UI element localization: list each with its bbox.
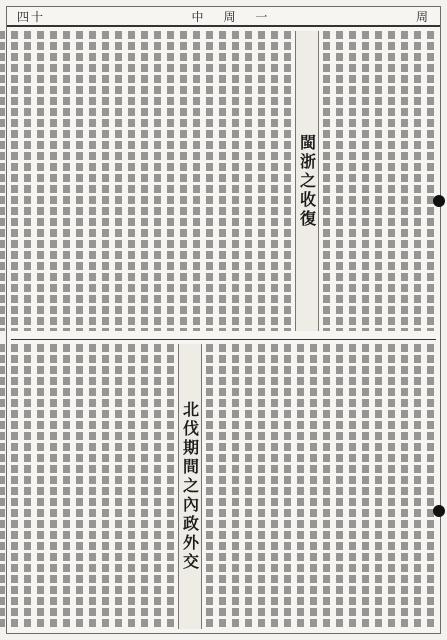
text-column (74, 344, 85, 629)
text-column (425, 344, 436, 629)
text-column (360, 31, 371, 331)
text-column (412, 344, 423, 629)
text-column (334, 31, 345, 331)
text-column (0, 344, 7, 629)
text-column (139, 344, 150, 629)
text-column (165, 344, 176, 629)
binder-hole-icon (433, 195, 445, 207)
text-column (113, 31, 124, 331)
text-column (61, 344, 72, 629)
text-column (204, 31, 215, 331)
text-column (22, 31, 33, 331)
text-column (425, 31, 436, 331)
text-column (204, 344, 215, 629)
text-column (35, 31, 46, 331)
text-column (282, 344, 293, 629)
masthead-right: 周 (415, 9, 430, 24)
text-column (22, 344, 33, 629)
text-column (100, 344, 111, 629)
text-column (191, 31, 202, 331)
text-column (74, 31, 85, 331)
text-column (9, 344, 20, 629)
text-column (243, 344, 254, 629)
text-column (282, 31, 293, 331)
text-column (256, 31, 267, 331)
text-column (295, 344, 306, 629)
text-column (256, 344, 267, 629)
text-column (48, 344, 59, 629)
text-column (334, 344, 345, 629)
text-column (399, 31, 410, 331)
text-column (360, 344, 371, 629)
masthead-mid-3: 一 (255, 9, 270, 24)
text-column (386, 344, 397, 629)
text-column (321, 31, 332, 331)
text-column (412, 31, 423, 331)
text-column (217, 344, 228, 629)
text-column (165, 31, 176, 331)
text-column (9, 31, 20, 331)
bottom-headline: 北伐期間之內政外交 (178, 344, 202, 629)
text-column (217, 31, 228, 331)
top-article-section (11, 31, 436, 331)
text-column (0, 31, 7, 331)
masthead-mid-1: 中 (191, 9, 206, 24)
text-column (100, 31, 111, 331)
masthead-left: 四十 (17, 9, 46, 24)
text-column (152, 31, 163, 331)
text-column (321, 344, 332, 629)
masthead-mid (191, 8, 269, 25)
text-column (48, 31, 59, 331)
text-column (113, 344, 124, 629)
text-column (178, 31, 189, 331)
binder-hole-icon (433, 505, 445, 517)
text-column (399, 344, 410, 629)
text-column (243, 31, 254, 331)
text-column (269, 31, 280, 331)
text-column (139, 31, 150, 331)
text-column (152, 344, 163, 629)
text-column (126, 344, 137, 629)
text-column (347, 344, 358, 629)
text-column (347, 31, 358, 331)
top-headline: 閩浙之收復 (295, 31, 319, 331)
text-column (87, 344, 98, 629)
text-column (61, 31, 72, 331)
text-column (373, 344, 384, 629)
text-column (269, 344, 280, 629)
text-column (126, 31, 137, 331)
text-column (35, 344, 46, 629)
text-column (87, 31, 98, 331)
bottom-article-section (11, 339, 436, 629)
text-column (230, 31, 241, 331)
text-column (373, 31, 384, 331)
text-column (386, 31, 397, 331)
text-column (308, 344, 319, 629)
masthead (7, 7, 440, 27)
text-column (230, 344, 241, 629)
masthead-mid-2: 周 (223, 9, 238, 24)
newspaper-page (6, 6, 441, 634)
